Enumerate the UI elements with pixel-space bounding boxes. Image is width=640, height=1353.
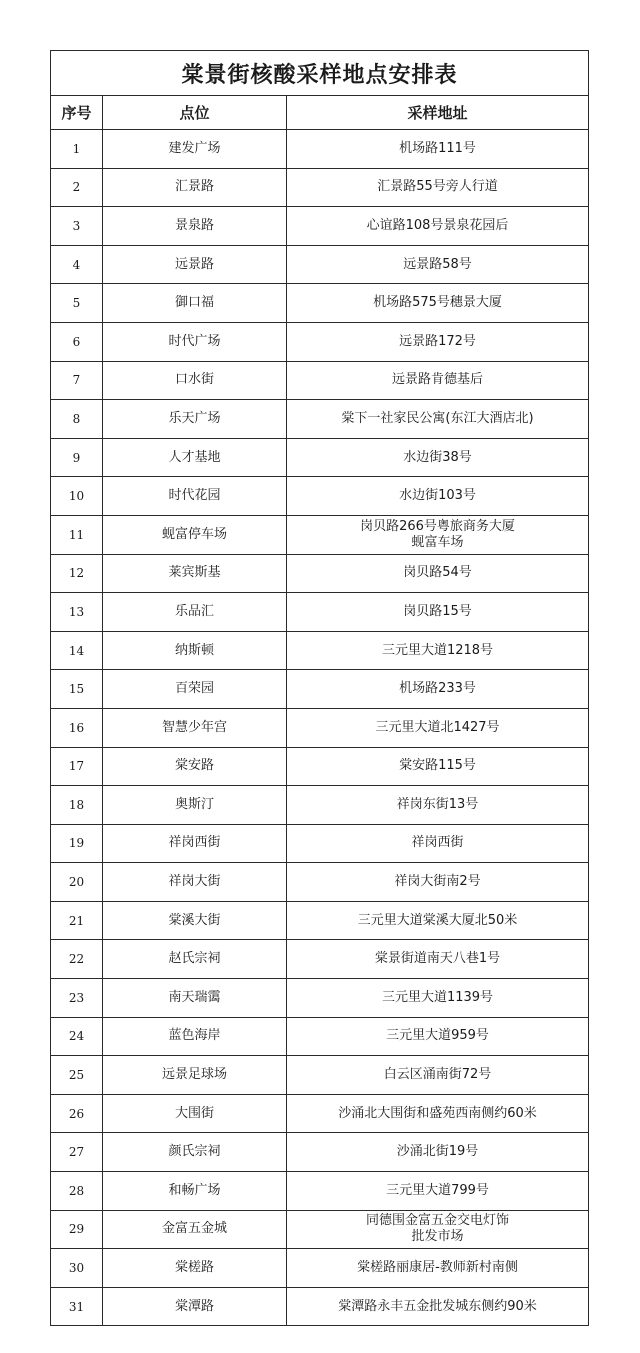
table-row [51, 1172, 589, 1211]
row-number: 11 [51, 515, 103, 554]
address-line: 三元里大道棠溪大厦北50米 [357, 912, 518, 928]
row-number: 18 [51, 786, 103, 825]
row-number: 16 [51, 708, 103, 747]
row-number: 27 [51, 1133, 103, 1172]
site-name: 时代广场 [103, 322, 287, 361]
header-no: 序号 [51, 96, 103, 130]
header-site: 点位 [103, 96, 287, 130]
site-address [287, 130, 589, 169]
site-address [287, 747, 589, 786]
table-row [51, 979, 589, 1018]
row-number: 22 [51, 940, 103, 979]
site-address [287, 1017, 589, 1056]
site-name: 颜氏宗祠 [103, 1133, 287, 1172]
address-line: 沙涌北大围街和盛苑西南侧约60米 [338, 1105, 537, 1121]
address-line: 棠安路115号 [399, 758, 476, 774]
address-line: 祥岗西街 [411, 835, 464, 851]
site-address [287, 245, 589, 284]
site-name: 汇景路 [103, 168, 287, 207]
table-row [51, 1017, 589, 1056]
address-line: 汇景路55号旁人行道 [377, 179, 498, 195]
row-number: 30 [51, 1249, 103, 1288]
address-line: 三元里大道1139号 [381, 989, 494, 1005]
address-line: 水边街38号 [403, 449, 472, 465]
site-name: 人才基地 [103, 438, 287, 477]
site-address [287, 554, 589, 593]
site-address [287, 670, 589, 709]
header-address: 采样地址 [287, 96, 589, 130]
site-address [287, 593, 589, 632]
site-name: 莱宾斯基 [103, 554, 287, 593]
site-address [287, 1249, 589, 1288]
site-name: 建发广场 [103, 130, 287, 169]
address-line: 棠潭路永丰五金批发城东侧约90米 [338, 1298, 537, 1314]
table-row [51, 438, 589, 477]
address-line: 棠槎路丽康居-教师新村南侧 [357, 1260, 518, 1276]
site-name: 棠溪大街 [103, 901, 287, 940]
row-number: 12 [51, 554, 103, 593]
site-address [287, 1287, 589, 1326]
row-number: 1 [51, 130, 103, 169]
site-name: 祥岗大街 [103, 863, 287, 902]
row-number: 26 [51, 1094, 103, 1133]
table-row [51, 1133, 589, 1172]
site-address [287, 863, 589, 902]
site-name: 棠潭路 [103, 1287, 287, 1326]
table-row [51, 593, 589, 632]
site-name: 御口福 [103, 284, 287, 323]
table-row [51, 786, 589, 825]
site-address [287, 1210, 589, 1249]
site-name: 纳斯顿 [103, 631, 287, 670]
address-line-2: 蚬富车场 [411, 534, 464, 550]
row-number: 25 [51, 1056, 103, 1095]
site-address [287, 708, 589, 747]
address-line: 三元里大道959号 [386, 1028, 489, 1044]
address-line: 祥岗东街13号 [396, 796, 479, 812]
sampling-sites-table [50, 50, 589, 1326]
title-row [51, 51, 589, 96]
row-number: 29 [51, 1210, 103, 1249]
table-row [51, 284, 589, 323]
table-row [51, 130, 589, 169]
row-number: 17 [51, 747, 103, 786]
site-address [287, 1056, 589, 1095]
address-line: 三元里大道1218号 [381, 642, 494, 658]
row-number: 5 [51, 284, 103, 323]
address-line: 白云区涌南街72号 [383, 1067, 492, 1083]
table-row [51, 1249, 589, 1288]
row-number: 24 [51, 1017, 103, 1056]
address-line: 心谊路108号景泉花园后 [366, 217, 509, 233]
site-address [287, 168, 589, 207]
table-row [51, 747, 589, 786]
row-number: 31 [51, 1287, 103, 1326]
row-number: 2 [51, 168, 103, 207]
table-row [51, 824, 589, 863]
address-line: 棠景街道南天八巷1号 [374, 951, 501, 967]
table-row [51, 477, 589, 516]
row-number: 6 [51, 322, 103, 361]
row-number: 4 [51, 245, 103, 284]
address-line: 岗贝路266号粤旅商务大厦 [360, 518, 515, 534]
site-address [287, 786, 589, 825]
address-line: 远景路58号 [403, 256, 472, 272]
table-title: 棠景街核酸采样地点安排表 [51, 51, 589, 96]
table-row [51, 245, 589, 284]
site-name: 远景路 [103, 245, 287, 284]
site-address [287, 979, 589, 1018]
table-row [51, 1210, 589, 1249]
row-number: 19 [51, 824, 103, 863]
address-line: 远景路172号 [399, 333, 476, 349]
site-name: 乐天广场 [103, 400, 287, 439]
site-address [287, 631, 589, 670]
table-row [51, 361, 589, 400]
site-address [287, 1172, 589, 1211]
site-address [287, 284, 589, 323]
site-name: 口水街 [103, 361, 287, 400]
site-address [287, 477, 589, 516]
table-row [51, 863, 589, 902]
site-address [287, 1133, 589, 1172]
site-name: 大围街 [103, 1094, 287, 1133]
site-name: 祥岗西街 [103, 824, 287, 863]
row-number: 10 [51, 477, 103, 516]
schedule-sheet [50, 50, 588, 1326]
site-address [287, 322, 589, 361]
row-number: 13 [51, 593, 103, 632]
address-line: 机场路575号穗景大厦 [373, 295, 502, 311]
row-number: 3 [51, 207, 103, 246]
site-address [287, 207, 589, 246]
header-row [51, 96, 589, 130]
address-line: 岗贝路54号 [403, 565, 472, 581]
table-row [51, 554, 589, 593]
table-row [51, 400, 589, 439]
table-row [51, 1094, 589, 1133]
row-number: 15 [51, 670, 103, 709]
table-row [51, 207, 589, 246]
row-number: 23 [51, 979, 103, 1018]
row-number: 7 [51, 361, 103, 400]
site-address [287, 940, 589, 979]
address-line: 三元里大道北1427号 [375, 719, 500, 735]
row-number: 21 [51, 901, 103, 940]
row-number: 28 [51, 1172, 103, 1211]
row-number: 8 [51, 400, 103, 439]
site-name: 棠槎路 [103, 1249, 287, 1288]
site-name: 棠安路 [103, 747, 287, 786]
table-body [51, 130, 589, 1326]
address-line: 水边街103号 [399, 488, 476, 504]
table-row [51, 901, 589, 940]
address-line: 三元里大道799号 [386, 1182, 489, 1198]
table-row [51, 708, 589, 747]
site-address [287, 361, 589, 400]
site-name: 景泉路 [103, 207, 287, 246]
address-line: 岗贝路15号 [403, 603, 472, 619]
site-name: 智慧少年宫 [103, 708, 287, 747]
site-address [287, 438, 589, 477]
site-address [287, 901, 589, 940]
site-name: 蓝色海岸 [103, 1017, 287, 1056]
table-row [51, 168, 589, 207]
address-line: 同德围金富五金交电灯饰 [366, 1213, 510, 1229]
site-name: 奥斯汀 [103, 786, 287, 825]
site-address [287, 515, 589, 554]
table-row [51, 631, 589, 670]
row-number: 20 [51, 863, 103, 902]
table-row [51, 1056, 589, 1095]
address-line: 远景路肯德基后 [392, 372, 484, 388]
table-row [51, 940, 589, 979]
table-row [51, 515, 589, 554]
address-line-2: 批发市场 [411, 1229, 464, 1245]
site-name: 时代花园 [103, 477, 287, 516]
site-address [287, 400, 589, 439]
row-number: 9 [51, 438, 103, 477]
address-line: 机场路233号 [399, 681, 476, 697]
site-name: 赵氏宗祠 [103, 940, 287, 979]
site-address [287, 824, 589, 863]
site-name: 蚬富停车场 [103, 515, 287, 554]
site-name: 金富五金城 [103, 1210, 287, 1249]
table-row [51, 322, 589, 361]
table-row [51, 670, 589, 709]
row-number: 14 [51, 631, 103, 670]
table-row [51, 1287, 589, 1326]
address-line: 机场路111号 [399, 140, 476, 156]
site-name: 和畅广场 [103, 1172, 287, 1211]
site-name: 乐品汇 [103, 593, 287, 632]
site-name: 远景足球场 [103, 1056, 287, 1095]
site-name: 百荣园 [103, 670, 287, 709]
address-line: 棠下一社家民公寓(东江大酒店北) [341, 410, 534, 426]
site-address [287, 1094, 589, 1133]
site-name: 南天瑞霭 [103, 979, 287, 1018]
address-line: 祥岗大街南2号 [394, 874, 481, 890]
address-line: 沙涌北街19号 [396, 1144, 479, 1160]
